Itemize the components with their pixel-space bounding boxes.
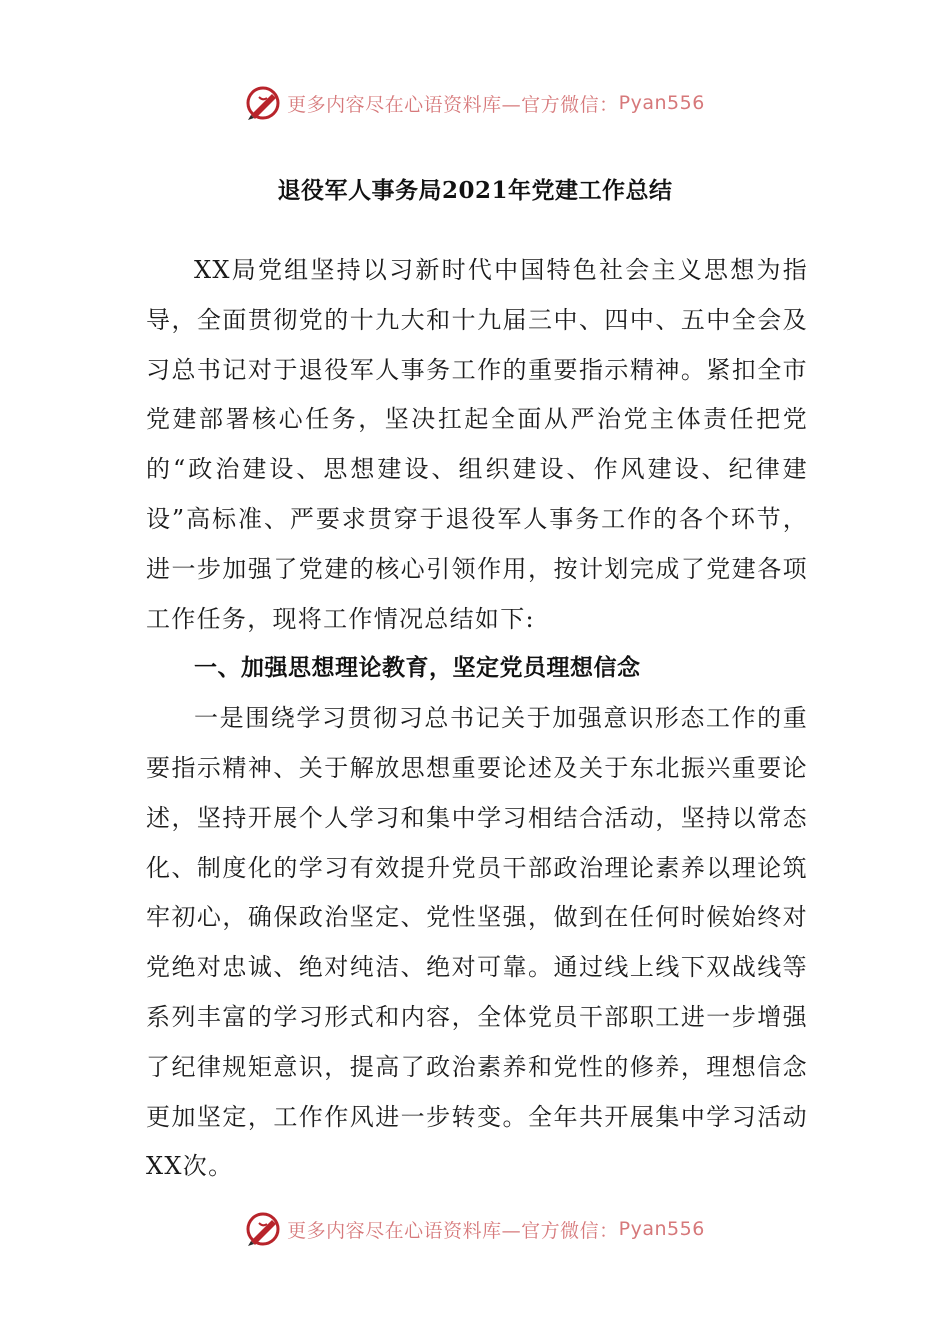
document-body [146,246,808,1192]
section-1-paragraph: 一是围绕学习贯彻习总书记关于加强意识形态工作的重要指示精神、关于解放思想重要论述及关于东北振兴重要论述，坚持开展个人学习和集中学习相结合活动，坚持以常态化、制度化的学习有效提升党员干部政治理论素养以理论筑牢初心，确保政治坚定、党性坚强，做到在任何时候始终对党绝对忠诚、绝对纯洁、绝对可靠。通过线上线下双战线等系列丰富的学习形式和内容，全体党员干部职工进一步增强了纪律规矩意识，提高了政治素养和党性的修养，理想信念更加坚定，工作作风进一步转变。全年共开展集中学习活动XX次。 [146,704,808,1181]
footer-watermark-banner [0,1204,950,1254]
wechat-handle: Pyan556 [618,1218,705,1240]
section-heading-1: 一、加强思想理论教育，坚定党员理想信念 [194,655,641,682]
header-watermark-banner [0,78,950,128]
watermark-text: 更多内容尽在心语资料库—官方微信： [287,1219,619,1242]
document-title: 退役军人事务局2021年党建工作总结 [277,177,673,204]
pen-logo-icon [245,85,281,121]
intro-paragraph: XX局党组坚持以习新时代中国特色社会主义思想为指导，全面贯彻党的十九大和十九届三中、四中、五中全会及习总书记对于退役军人事务工作的重要指示精神。紧扣全市党建部署核心任务，坚决扛起全面从严治党主体责任把党的“政治建设、思想建设、组织建设、作风建设、纪律建设”高标准、严要求贯穿于退役军人事务工作的各个环节，进一步加强了党建的核心引领作用，按计划完成了党建各项工作任务，现将工作情况总结如下: [146,256,808,633]
pen-logo-icon [245,1211,281,1247]
watermark-text: 更多内容尽在心语资料库—官方微信： [287,93,619,116]
wechat-handle: Pyan556 [618,92,705,114]
